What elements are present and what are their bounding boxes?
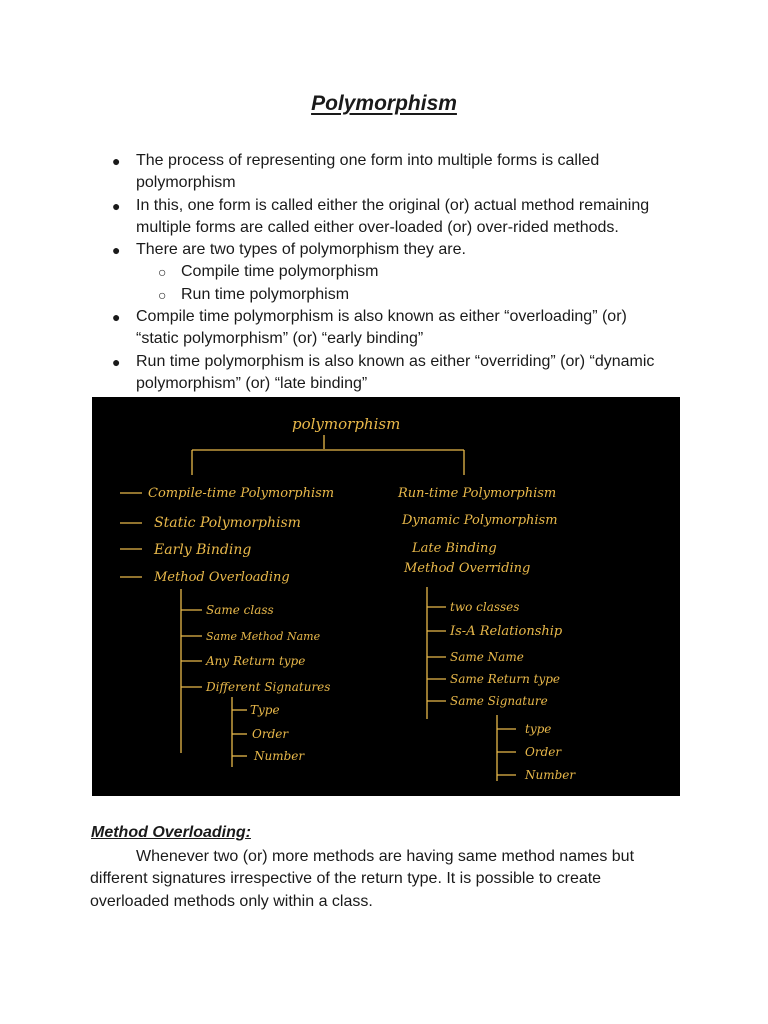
sub-bullet-item (0, 261, 768, 283)
bullet-text: There are two types of polymorphism they are. (136, 241, 466, 259)
bullet-text: The process of representing one form into multiple forms is called polymorphism (136, 152, 600, 192)
bullet-item (0, 195, 768, 240)
section-paragraph: Whenever two (or) more methods are having same method names but different signatures irrespective of the return type. It is possible to create overloaded methods only within a class. (90, 848, 635, 910)
right-item: Late Binding (412, 541, 497, 556)
left-subitem: Same Method Name (206, 630, 321, 643)
left-signature-item: Order (252, 727, 289, 741)
bullet-item (0, 351, 768, 396)
right-item: Run-time Polymorphism (398, 486, 557, 501)
page-title: Polymorphism (311, 92, 457, 115)
bullet-icon: ● (112, 242, 121, 259)
hollow-bullet-icon: ○ (158, 264, 167, 281)
section-heading: Method Overloading: (91, 824, 251, 841)
bullet-item (0, 239, 768, 261)
right-signature-item: Order (525, 745, 562, 759)
bullet-text: Run time polymorphism (181, 285, 350, 303)
bullet-icon: ● (112, 353, 121, 370)
right-item: Dynamic Polymorphism (402, 513, 558, 528)
right-subitem: two classes (450, 600, 520, 614)
bullet-item (0, 150, 768, 195)
right-subitem: Same Return type (450, 672, 561, 686)
bullet-icon: ● (112, 309, 121, 326)
left-item: Compile-time Polymorphism (148, 486, 335, 501)
right-item: Method Overriding (404, 561, 531, 576)
hollow-bullet-icon: ○ (158, 286, 167, 303)
right-subitem: Same Name (450, 650, 524, 664)
right-subitem: Same Signature (450, 694, 548, 708)
bullet-list (0, 150, 768, 395)
left-signature-item: Type (250, 703, 280, 717)
right-subitem: Is-A Relationship (450, 624, 563, 639)
sub-bullet-item (0, 284, 768, 306)
left-signature-item: Number (254, 749, 305, 763)
left-item: Early Binding (154, 542, 252, 558)
bullet-text: Run time polymorphism is also known as either “overriding” (or) “dynamic polymorphism” (or) “late binding” (136, 352, 655, 392)
bullet-text: Compile time polymorphism is also known as either “overloading” (or) “static polymorphism” (or) “early binding” (136, 308, 627, 348)
bullet-text: Compile time polymorphism (181, 263, 379, 281)
bullet-text: In this, one form is called either the original (or) actual method remaining multiple forms are called either over-loaded (or) over-rided methods. (136, 196, 650, 236)
polymorphism-diagram (92, 397, 680, 796)
left-item: Method Overloading (154, 570, 290, 585)
right-signature-item: type (525, 722, 552, 736)
diagram-root: polymorphism (292, 415, 401, 433)
bullet-icon: ● (112, 197, 121, 214)
left-item: Static Polymorphism (154, 515, 301, 531)
left-subitem: Different Signatures (206, 680, 331, 694)
bullet-item (0, 306, 768, 351)
diagram-canvas (92, 397, 680, 796)
left-subitem: Any Return type (206, 654, 306, 668)
right-signature-item: Number (525, 768, 576, 782)
bullet-icon: ● (112, 153, 121, 169)
left-subitem: Same class (206, 603, 274, 617)
